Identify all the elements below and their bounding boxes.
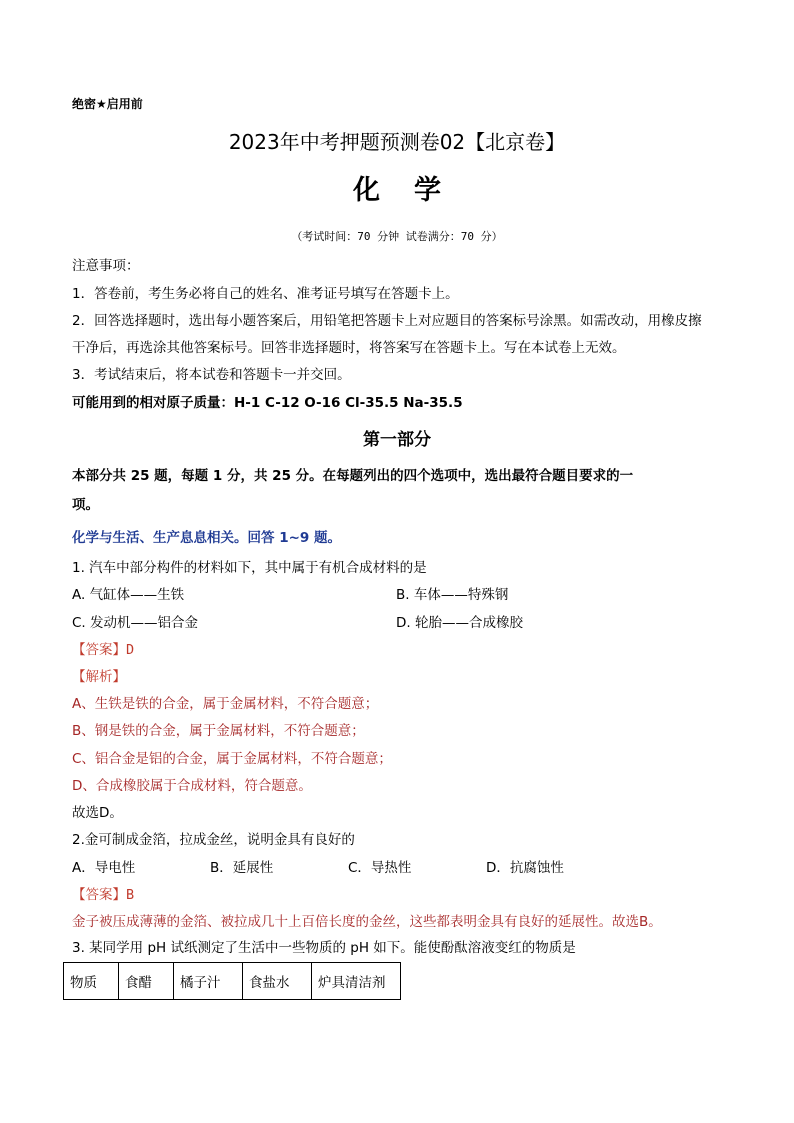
exam-title: 2023年中考押题预测卷02【北京卷】 xyxy=(228,130,566,154)
table-cell-orange-juice: 橘子汁 xyxy=(174,963,243,1000)
q3-stem: 3. 某同学用 pH 试纸测定了生活中一些物质的 pH 如下。能使酚酞溶液变红的物质是 xyxy=(72,940,576,956)
q2-answer-label: 【答案】 xyxy=(72,887,126,903)
note-item-2: 2．回答选择题时，选出每小题答案后，用铅笔把答题卡上对应题目的答案标号涂黑。如需改动，用橡皮擦 xyxy=(72,313,702,329)
q1-option-a: A. 气缸体——生铁 xyxy=(72,587,185,603)
q1-analysis-d: D、合成橡胶属于合成材料，符合题意。 xyxy=(72,778,312,794)
q2-answer-value: B xyxy=(126,887,135,903)
q1-analysis-c: C、铝合金是铝的合金，属于金属材料，不符合题意； xyxy=(72,751,392,767)
part-intro-line2: 项。 xyxy=(72,497,99,513)
q1-option-c: C. 发动机——铝合金 xyxy=(72,615,199,631)
q1-option-d: D. 轮胎——合成橡胶 xyxy=(396,615,523,631)
confidential-label: 绝密★启用前 xyxy=(72,97,143,111)
atomic-mass-line: 可能用到的相对原子质量：H-1 C-12 O-16 Cl-35.5 Na-35.5 xyxy=(72,395,463,411)
q1-option-b: B. 车体——特殊钢 xyxy=(396,587,509,603)
table-row xyxy=(64,963,401,1000)
q1-analysis-a: A、生铁是铁的合金，属于金属材料，不符合题意； xyxy=(72,696,379,712)
note-item-2-cont: 干净后，再选涂其他答案标号。回答非选择题时，将答案写在答题卡上。写在本试卷上无效。 xyxy=(72,340,626,356)
ph-table xyxy=(63,962,401,1000)
section-heading: 第一部分 xyxy=(363,430,431,450)
q2-option-d: D．抗腐蚀性 xyxy=(486,860,564,876)
table-cell-vinegar: 食醋 xyxy=(119,963,174,1000)
q1-analysis-b: B、钢是铁的合金，属于金属材料，不符合题意； xyxy=(72,723,365,739)
note-item-3: 3．考试结束后，将本试卷和答题卡一并交回。 xyxy=(72,367,351,383)
context-line: 化学与生活、生产息息相关。回答 1~9 题。 xyxy=(72,530,341,546)
q2-answer xyxy=(72,883,134,903)
q1-conclusion: 故选D。 xyxy=(72,805,123,821)
q2-option-c: C．导热性 xyxy=(348,860,412,876)
table-cell-substance: 物质 xyxy=(64,963,119,1000)
part-intro-line1: 本部分共 25 题，每题 1 分，共 25 分。在每题列出的四个选项中，选出最符合题目要求的一 xyxy=(72,468,634,484)
q2-option-a: A．导电性 xyxy=(72,860,136,876)
q2-option-b: B．延展性 xyxy=(210,860,274,876)
subject-title: 化学 xyxy=(353,175,475,206)
q2-stem: 2.金可制成金箔，拉成金丝，说明金具有良好的 xyxy=(72,832,355,848)
q1-answer xyxy=(72,638,134,658)
exam-time-info: （考试时间：70 分钟 试卷满分：70 分） xyxy=(291,230,503,243)
q2-explanation: 金子被压成薄薄的金箔、被拉成几十上百倍长度的金丝，这些都表明金具有良好的延展性。故选B。 xyxy=(72,914,662,930)
q1-analysis-label: 【解析】 xyxy=(72,669,126,685)
table-cell-salt-water: 食盐水 xyxy=(243,963,312,1000)
table-cell-cleaner: 炉具清洁剂 xyxy=(312,963,401,1000)
q1-stem: 1. 汽车中部分构件的材料如下，其中属于有机合成材料的是 xyxy=(72,560,427,576)
q1-answer-value: D xyxy=(126,642,135,658)
q1-answer-label: 【答案】 xyxy=(72,642,126,658)
note-item-1: 1．答卷前，考生务必将自己的姓名、准考证号填写在答题卡上。 xyxy=(72,286,459,302)
notes-heading: 注意事项： xyxy=(72,258,140,274)
